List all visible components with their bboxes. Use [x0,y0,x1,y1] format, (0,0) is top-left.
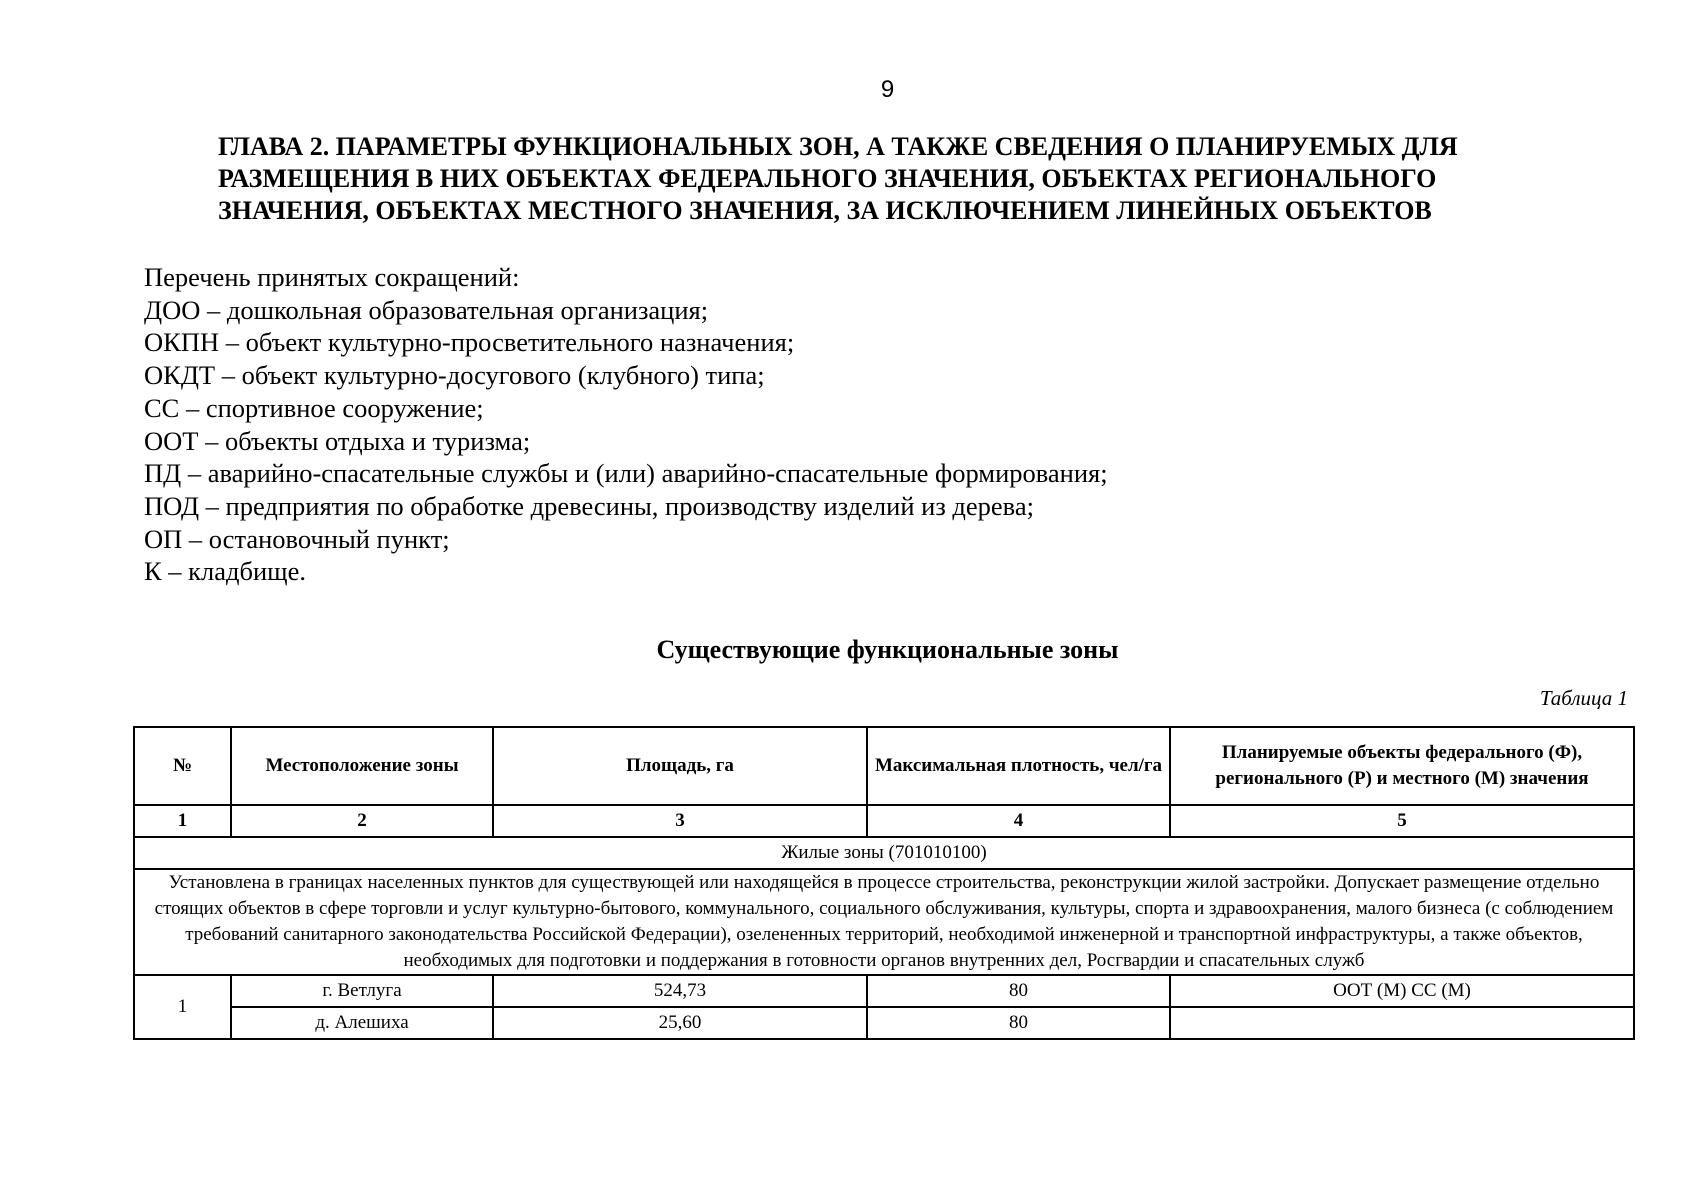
section-title: Существующие функциональные зоны [656,635,1119,664]
column-number: 2 [231,805,493,837]
abbreviations-heading: Перечень принятых сокращений: [144,262,520,292]
chapter-title-line: ГЛАВА 2. ПАРАМЕТРЫ ФУНКЦИОНАЛЬНЫХ ЗОН, А ТАКЖЕ СВЕДЕНИЯ О ПЛАНИРУЕМЫХ ДЛЯ [218,132,1458,161]
abbreviation-item: ПД – аварийно-спасательные службы и (или) аварийно-спасательные формирования; [144,458,1108,489]
row-location: д. Алешиха [231,1007,493,1039]
group-description-row [134,869,1634,975]
row-density: 80 [867,975,1170,1007]
row-planned-objects: ООТ (М) СС (М) [1170,975,1634,1007]
table-caption: Таблица 1 [1539,686,1628,710]
page-number: 9 [880,76,895,103]
abbreviations-list [144,261,1544,588]
zones-table [133,726,1635,1040]
abbreviation-item: ДОО – дошкольная образовательная организация; [144,294,709,325]
header-area: Площадь, га [493,727,867,805]
chapter-title [218,131,1638,227]
column-number: 4 [867,805,1170,837]
group-description: Установлена в границах населенных пунктов для существующей или находящейся в процессе строительства, реконструкции жилой застройки. Допускает размещение отдельно стоящих объектов в сфере торговли и услуг культурно-бытового, коммунального, социального обслуживания, культуры, спорта и здравоохранения, малого бизнеса (с соблюдением требований санитарного законодательства Российской Федерации), озелененных территорий, необходимой инженерной и транспортной инфраструктуры, а также объектов, необходимых для подготовки и поддержания в готовности органов внутренних дел, Росгвардии и спасательных служб [134,869,1634,975]
header-number: № [134,727,231,805]
table-row [134,975,1634,1007]
row-location: г. Ветлуга [231,975,493,1007]
table-header-row [134,727,1634,805]
abbreviation-item: К – кладбище. [144,556,306,587]
row-area: 524,73 [493,975,867,1007]
row-density: 80 [867,1007,1170,1039]
header-density: Максимальная плотность, чел/га [867,727,1170,805]
abbreviation-item: ПОД – предприятия по обработке древесины, производству изделий из дерева; [144,490,1034,521]
abbreviation-item: ОКДТ – объект культурно-досугового (клубного) типа; [144,360,765,391]
column-number: 1 [134,805,231,837]
header-planned-objects: Планируемые объекты федерального (Ф), регионального (Р) и местного (М) значения [1170,727,1634,805]
row-area: 25,60 [493,1007,867,1039]
abbreviation-item: ОКПН – объект культурно-просветительного назначения; [144,327,795,358]
group-title: Жилые зоны (701010100) [134,837,1634,869]
chapter-title-line: РАЗМЕЩЕНИЯ В НИХ ОБЪЕКТАХ ФЕДЕРАЛЬНОГО ЗНАЧЕНИЯ, ОБЪЕКТАХ РЕГИОНАЛЬНОГО [218,164,1437,193]
column-number-row [134,805,1634,837]
table-row [134,1007,1634,1039]
abbreviation-item: СС – спортивное сооружение; [144,392,484,423]
header-location: Местоположение зоны [231,727,493,805]
row-number: 1 [134,975,231,1039]
column-number: 5 [1170,805,1634,837]
abbreviation-item: ОП – остановочный пункт; [144,523,450,554]
row-planned-objects [1170,1007,1634,1039]
abbreviation-item: ООТ – объекты отдыха и туризма; [144,425,531,456]
chapter-title-line: ЗНАЧЕНИЯ, ОБЪЕКТАХ МЕСТНОГО ЗНАЧЕНИЯ, ЗА ИСКЛЮЧЕНИЕМ ЛИНЕЙНЫХ ОБЪЕКТОВ [218,196,1432,225]
group-title-row [134,837,1634,869]
column-number: 3 [493,805,867,837]
